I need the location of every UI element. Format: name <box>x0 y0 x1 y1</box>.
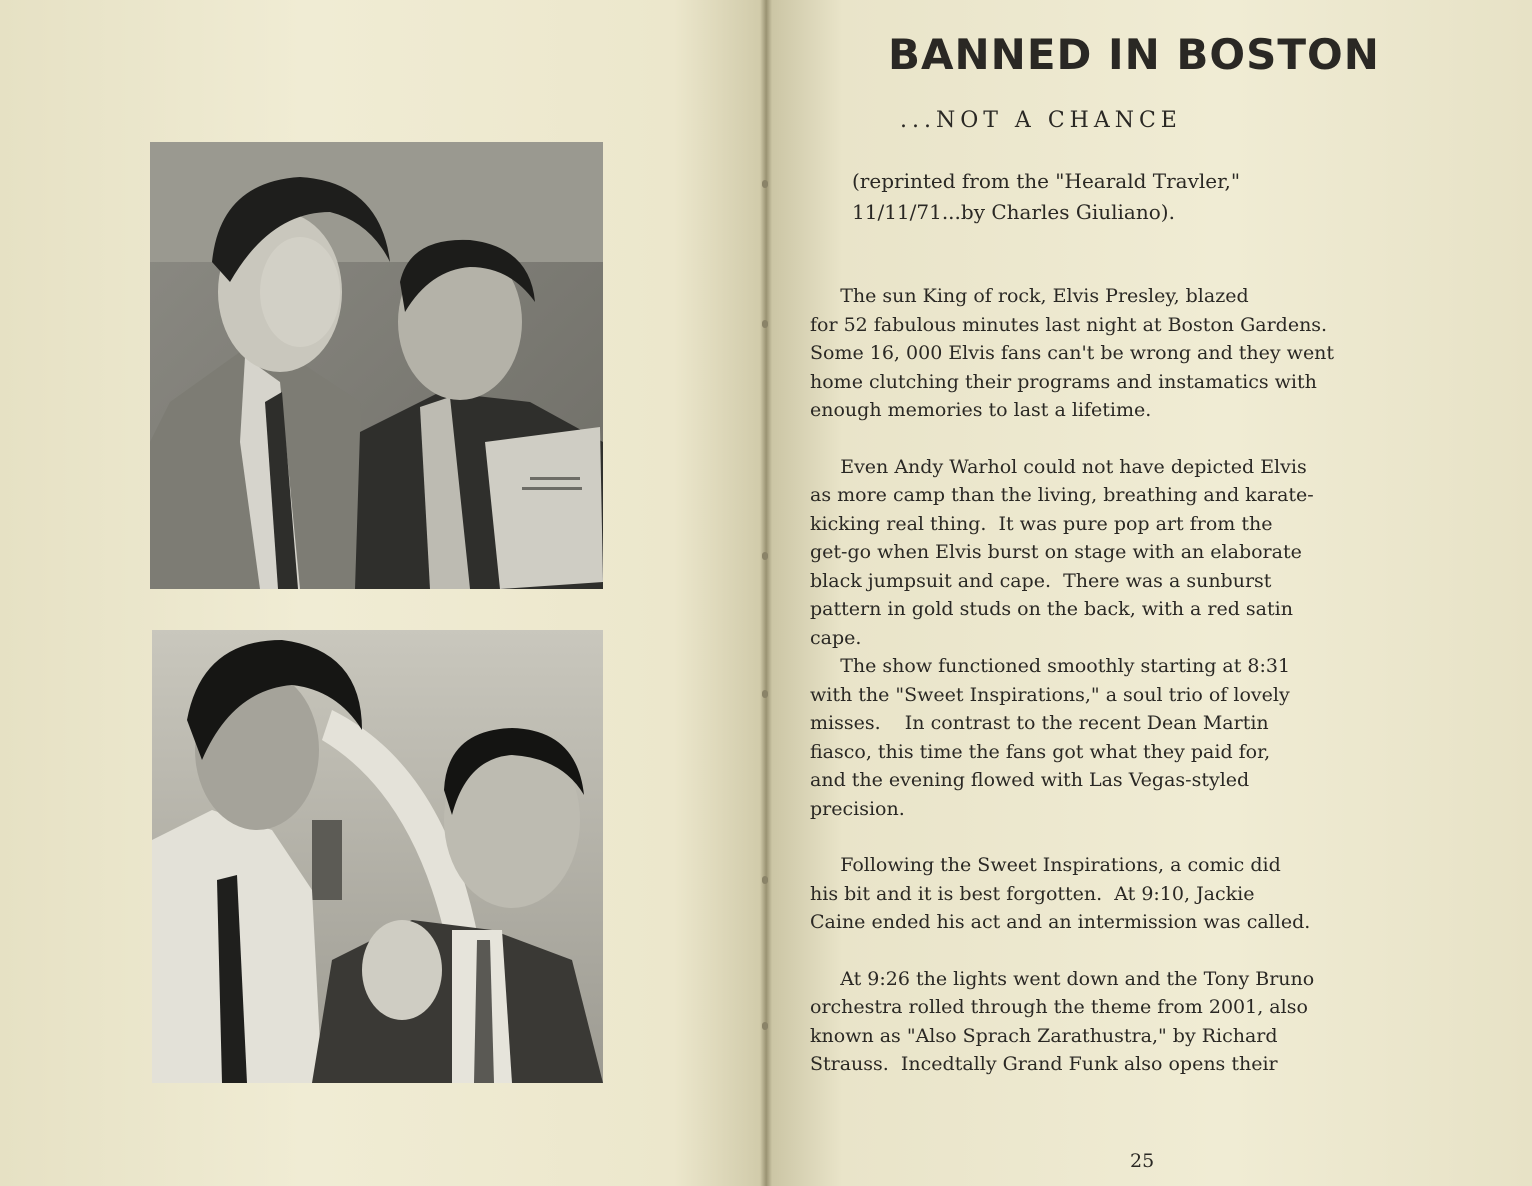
book-gutter <box>760 0 772 1186</box>
paragraph-line: Strauss. Incedtally Grand Funk also opens their <box>810 1053 1278 1075</box>
margin-mark <box>762 320 768 328</box>
paragraph-gap <box>810 425 1490 453</box>
margin-mark <box>762 1022 768 1030</box>
margin-mark <box>762 876 768 884</box>
article-subtitle: ...NOT A CHANCE <box>900 108 1182 133</box>
paragraph-line: home clutching their programs and instamatics with <box>810 370 1317 393</box>
paragraph-line: Caine ended his act and an intermission was called. <box>810 911 1311 933</box>
paragraph-line: pattern in gold studs on the back, with a red satin <box>810 598 1293 620</box>
paragraph-line: and the evening flowed with Las Vegas-styled <box>810 769 1250 791</box>
article-body <box>810 282 1490 1079</box>
credit-line: (reprinted from the "Hearald Travler," <box>852 169 1241 193</box>
paragraph-line: Even Andy Warhol could not have depicted Elvis <box>810 455 1307 478</box>
margin-mark <box>762 552 768 560</box>
paragraph-line: get-go when Elvis burst on stage with an elaborate <box>810 541 1302 563</box>
paragraph-line: Some 16, 000 Elvis fans can't be wrong and they went <box>810 342 1335 364</box>
paragraph-line: as more camp than the living, breathing and karate- <box>810 484 1314 506</box>
article-paragraph <box>810 282 1490 425</box>
paragraph-line: misses. In contrast to the recent Dean Martin <box>810 712 1269 734</box>
paragraph-line: At 9:26 the lights went down and the Tony Bruno <box>810 967 1315 990</box>
paragraph-line: known as "Also Sprach Zarathustra," by Richard <box>810 1024 1278 1047</box>
paragraph-line: black jumpsuit and cape. There was a sunburst <box>810 569 1272 592</box>
paragraph-line: kicking real thing. It was pure pop art from the <box>810 512 1273 535</box>
photo-top-image <box>150 142 603 589</box>
article-paragraph <box>810 453 1490 824</box>
margin-mark <box>762 180 768 188</box>
paragraph-line: The sun King of rock, Elvis Presley, blazed <box>810 285 1249 307</box>
paragraph-gap <box>810 823 1490 851</box>
paragraph-line: fiasco, this time the fans got what they paid for, <box>810 740 1271 763</box>
article-paragraph <box>810 851 1490 937</box>
photo-bottom-image <box>152 630 603 1083</box>
paragraph-line: precision. <box>810 797 905 820</box>
paragraph-gap <box>810 937 1490 965</box>
paragraph-line: orchestra rolled through the theme from 2001, also <box>810 996 1308 1018</box>
page-number: 25 <box>1130 1150 1155 1172</box>
paragraph-line: his bit and it is best forgotten. At 9:10, Jackie <box>810 882 1255 905</box>
paragraph-line: enough memories to last a lifetime. <box>810 399 1152 421</box>
paragraph-line: The show functioned smoothly starting at 8:31 <box>810 655 1291 677</box>
photo-top <box>150 142 603 589</box>
paragraph-line: cape. <box>810 626 862 649</box>
paragraph-line: Following the Sweet Inspirations, a comic did <box>810 854 1281 876</box>
paragraph-line: for 52 fabulous minutes last night at Boston Gardens. <box>810 313 1328 336</box>
article-credit <box>852 166 1412 228</box>
credit-line: 11/11/71...by Charles Giuliano). <box>852 200 1175 224</box>
photo-bottom <box>152 630 603 1083</box>
article-paragraph <box>810 965 1490 1079</box>
article-title: BANNED IN BOSTON <box>888 30 1380 79</box>
margin-mark <box>762 690 768 698</box>
paragraph-line: with the "Sweet Inspirations," a soul trio of lovely <box>810 683 1290 706</box>
